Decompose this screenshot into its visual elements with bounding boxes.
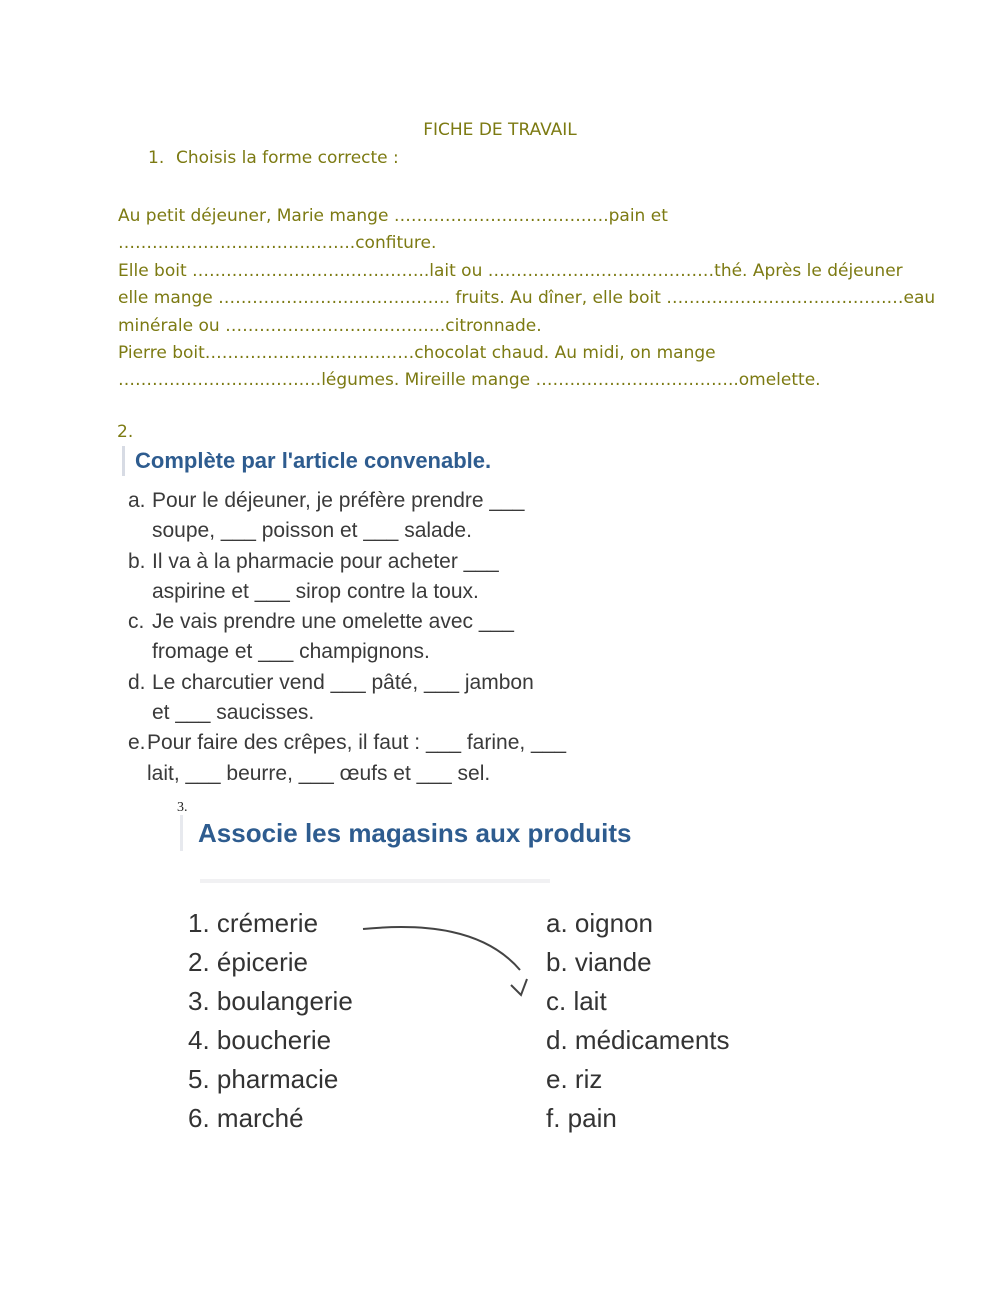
exercise-2-item-d (128, 668, 566, 729)
paragraph-line: …………………………….……..confiture. (118, 233, 437, 254)
exercise-1-paragraph (118, 203, 936, 395)
item-text: aspirine et ___ sirop contre la toux. (152, 579, 479, 603)
paragraph-line: Au petit déjeuner, Marie mange …………………………….….pain et (118, 206, 668, 226)
shop-item: 6. marché (188, 1103, 304, 1133)
shop-item: 2. épicerie (188, 947, 308, 977)
item-text: Pour le déjeuner, je préfère prendre ___ (152, 489, 525, 512)
item-text: soupe, ___ poisson et ___ salade. (152, 519, 472, 543)
item-row (128, 668, 566, 698)
paragraph-line: ……………………..…….…légumes. Mireille mange ………………….…………..omelette. (118, 370, 821, 391)
exercise-2-item-a (128, 486, 566, 547)
exercise-2-heading: Complète par l'article convenable. (122, 446, 495, 476)
item-text: Le charcutier vend ___ pâté, ___ jambon (152, 670, 534, 694)
shop-item: 1. crémerie (188, 908, 319, 938)
product-item: c. lait (546, 986, 607, 1016)
item-row (128, 607, 566, 637)
product-item: d. médicaments (546, 1025, 730, 1055)
paragraph-line: Pierre boit……………………….………chocolat chaud. Au midi, on mange (118, 342, 716, 363)
paragraph-line: Elle boit …………………………….……..lait ou ……………….…………………thé. Après le déjeuner (118, 260, 903, 281)
paragraph-line: elle mange ……………………….…………. fruits. Au dîner, elle boit ………………………..……….…eau (118, 288, 936, 309)
shops-column (188, 904, 353, 1138)
item-letter: e. (128, 731, 146, 755)
exercise-1-instruction (148, 148, 399, 168)
paragraph-line: minérale ou …………………………….…..citronnade. (118, 315, 542, 336)
shop-item: 3. boulangerie (188, 986, 353, 1016)
item-text: lait, ___ beurre, ___ œufs et ___ sel. (147, 761, 491, 785)
item-letter: a. (128, 489, 146, 512)
faded-subtitle-decoration (200, 876, 560, 886)
exercise-2-item-e (128, 728, 566, 789)
item-text: Je vais prendre une omelette avec ___ (152, 610, 514, 634)
exercise-2-number: 2. (117, 422, 134, 442)
worksheet-title: FICHE DE TRAVAIL (423, 120, 577, 140)
item-row (128, 547, 566, 577)
exercise-2-list (128, 486, 566, 789)
product-item: a. oignon (546, 908, 653, 938)
item-letter: b. (128, 549, 146, 573)
exercise-3-heading: Associe les magasins aux produits (180, 815, 632, 851)
product-item: b. viande (546, 947, 652, 977)
exercise-3-number: 3. (177, 800, 188, 815)
shop-item: 4. boucherie (188, 1025, 332, 1055)
item-row (128, 486, 566, 516)
product-item: e. riz (546, 1064, 603, 1094)
exercise-1-text: Choisis la forme correcte : (176, 148, 399, 168)
exercise-2-item-c (128, 607, 566, 668)
shop-item: 5. pharmacie (188, 1064, 339, 1094)
item-letter: d. (128, 670, 146, 694)
example-match-arrow (355, 915, 540, 1010)
exercise-1-number: 1. (148, 148, 165, 168)
product-item: f. pain (546, 1103, 617, 1133)
exercise-2-item-b (128, 547, 566, 608)
item-text: fromage et ___ champignons. (152, 640, 430, 664)
item-text: et ___ saucisses. (152, 701, 315, 725)
item-letter: c. (128, 610, 145, 634)
products-column (546, 904, 730, 1138)
item-text: Il va à la pharmacie pour acheter ___ (152, 549, 499, 573)
item-text: Pour faire des crêpes, il faut : ___ farine, ___ (147, 731, 567, 755)
item-row (128, 728, 566, 758)
